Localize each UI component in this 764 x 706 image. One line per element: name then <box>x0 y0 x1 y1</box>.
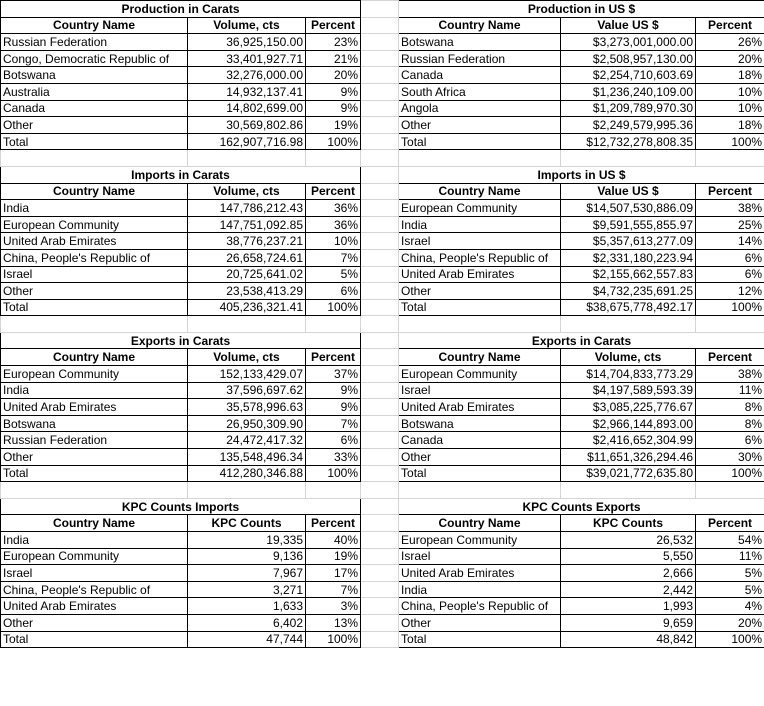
column-header[interactable]: Volume, cts <box>188 349 306 366</box>
table-cell[interactable]: 100% <box>306 465 361 482</box>
column-header[interactable]: Percent <box>306 349 361 366</box>
table-cell[interactable]: Total <box>399 133 561 150</box>
column-header[interactable]: Percent <box>306 17 361 34</box>
table-cell[interactable]: European Community <box>399 532 561 549</box>
empty-cell[interactable] <box>399 316 561 333</box>
table-cell[interactable]: Other <box>399 449 561 466</box>
column-header[interactable]: Country Name <box>1 349 188 366</box>
separator-cell <box>361 581 399 598</box>
empty-cell[interactable] <box>1 316 188 333</box>
table-cell[interactable]: 100% <box>306 299 361 316</box>
sheet-row <box>1 249 764 266</box>
table-cell[interactable]: 18% <box>696 67 764 84</box>
sheet-row <box>1 200 764 217</box>
table-cell[interactable]: Russian Federation <box>399 50 561 67</box>
table-cell[interactable]: 23% <box>306 34 361 51</box>
sheet-row <box>1 581 764 598</box>
sheet-row <box>1 349 764 366</box>
separator-cell <box>361 449 399 466</box>
empty-cell[interactable] <box>1 482 188 499</box>
table-cell[interactable]: 14,802,699.00 <box>188 100 306 117</box>
table-cell[interactable]: $39,021,772,635.80 <box>561 465 696 482</box>
table-cell[interactable]: 8% <box>696 415 764 432</box>
table-cell[interactable]: $11,651,326,294.46 <box>561 449 696 466</box>
column-header[interactable]: Volume, cts <box>188 17 306 34</box>
sheet-row <box>1 283 764 300</box>
separator-cell <box>361 565 399 582</box>
sheet-row <box>1 100 764 117</box>
table-cell[interactable]: 9% <box>306 100 361 117</box>
table-cell[interactable]: 11% <box>696 548 764 565</box>
table-cell[interactable]: 5% <box>696 565 764 582</box>
empty-cell[interactable] <box>399 482 561 499</box>
table-cell[interactable]: 24,472,417.32 <box>188 432 306 449</box>
table-cell[interactable]: 5% <box>696 581 764 598</box>
separator-cell <box>361 366 399 383</box>
empty-cell[interactable] <box>361 150 399 167</box>
separator-cell <box>361 34 399 51</box>
column-header[interactable]: Percent <box>696 515 764 532</box>
table-cell[interactable]: 20,725,641.02 <box>188 266 306 283</box>
table-cell[interactable]: 54% <box>696 532 764 549</box>
empty-cell[interactable] <box>696 316 764 333</box>
table-cell[interactable]: 8% <box>696 399 764 416</box>
table-title: KPC Counts Imports <box>1 498 361 515</box>
table-cell[interactable]: $12,732,278,808.35 <box>561 133 696 150</box>
table-cell[interactable]: 10% <box>696 83 764 100</box>
separator-cell <box>361 249 399 266</box>
separator-cell <box>361 266 399 283</box>
column-header[interactable]: Value US $ <box>561 17 696 34</box>
table-cell[interactable]: 30,569,802.86 <box>188 117 306 134</box>
table-cell[interactable]: 17% <box>306 565 361 582</box>
column-header[interactable]: Country Name <box>399 515 561 532</box>
table-cell[interactable]: 9,136 <box>188 548 306 565</box>
table-cell[interactable]: 26,950,309.90 <box>188 415 306 432</box>
table-cell[interactable]: 38% <box>696 366 764 383</box>
table-cell[interactable]: 9% <box>306 83 361 100</box>
sheet-row <box>1 432 764 449</box>
table-cell[interactable]: 20% <box>696 50 764 67</box>
table-cell[interactable]: United Arab Emirates <box>399 399 561 416</box>
separator-cell <box>361 216 399 233</box>
table-title: Imports in US $ <box>399 166 764 183</box>
table-cell[interactable]: 100% <box>306 631 361 648</box>
table-cell[interactable]: 35,578,996.63 <box>188 399 306 416</box>
table-cell[interactable]: 19,335 <box>188 532 306 549</box>
table-cell[interactable]: 5,550 <box>561 548 696 565</box>
table-cell[interactable]: 18% <box>696 117 764 134</box>
separator-cell <box>361 183 399 200</box>
separator-cell <box>361 415 399 432</box>
empty-cell[interactable] <box>399 150 561 167</box>
table-cell[interactable]: $2,508,957,130.00 <box>561 50 696 67</box>
table-cell[interactable]: 10% <box>696 100 764 117</box>
empty-cell[interactable] <box>188 482 306 499</box>
sheet-row <box>1 532 764 549</box>
table-cell[interactable]: Other <box>1 614 188 631</box>
table-cell[interactable]: 1,993 <box>561 598 696 615</box>
separator-cell <box>361 498 399 515</box>
table-cell[interactable]: United Arab Emirates <box>399 565 561 582</box>
table-cell[interactable]: 25% <box>696 216 764 233</box>
table-cell[interactable]: 5% <box>306 266 361 283</box>
table-cell[interactable]: 19% <box>306 117 361 134</box>
table-cell[interactable]: 14,932,137.41 <box>188 83 306 100</box>
table-cell[interactable]: 1,633 <box>188 598 306 615</box>
table-cell[interactable]: India <box>1 532 188 549</box>
blank-row <box>1 482 764 499</box>
table-cell[interactable]: 26,658,724.61 <box>188 249 306 266</box>
separator-cell <box>361 548 399 565</box>
table-cell[interactable]: $2,249,579,995.36 <box>561 117 696 134</box>
table-cell[interactable]: Canada <box>399 432 561 449</box>
separator-cell <box>361 515 399 532</box>
table-cell[interactable]: 38% <box>696 200 764 217</box>
table-cell[interactable]: Other <box>1 117 188 134</box>
table-cell[interactable]: 19% <box>306 548 361 565</box>
table-cell[interactable]: South Africa <box>399 83 561 100</box>
column-header[interactable]: KPC Counts <box>561 515 696 532</box>
separator-cell <box>361 349 399 366</box>
table-cell[interactable]: 6% <box>306 432 361 449</box>
table-cell[interactable]: 147,751,092.85 <box>188 216 306 233</box>
table-cell[interactable]: 12% <box>696 283 764 300</box>
table-cell[interactable]: 6% <box>306 283 361 300</box>
table-cell[interactable]: Angola <box>399 100 561 117</box>
table-cell[interactable]: 3% <box>306 598 361 615</box>
table-cell[interactable]: European Community <box>399 200 561 217</box>
column-header[interactable]: Country Name <box>399 183 561 200</box>
table-cell[interactable]: 100% <box>696 133 764 150</box>
table-cell[interactable]: $2,966,144,893.00 <box>561 415 696 432</box>
sheet-row <box>1 166 764 183</box>
table-cell[interactable]: Canada <box>1 100 188 117</box>
separator-cell <box>361 233 399 250</box>
sheet-row <box>1 183 764 200</box>
table-cell[interactable]: 9% <box>306 382 361 399</box>
sheet-row <box>1 299 764 316</box>
table-cell[interactable]: 10% <box>306 233 361 250</box>
table-cell[interactable]: European Community <box>1 216 188 233</box>
table-cell[interactable]: 36,925,150.00 <box>188 34 306 51</box>
empty-cell[interactable] <box>306 482 361 499</box>
table-cell[interactable]: United Arab Emirates <box>1 233 188 250</box>
table-cell[interactable]: Israel <box>1 565 188 582</box>
table-cell[interactable]: Total <box>399 631 561 648</box>
table-cell[interactable]: Canada <box>399 67 561 84</box>
separator-cell <box>361 465 399 482</box>
table-title: Imports in Carats <box>1 166 361 183</box>
blank-row <box>1 150 764 167</box>
separator-cell <box>361 432 399 449</box>
table-cell[interactable]: Other <box>1 449 188 466</box>
empty-cell[interactable] <box>561 316 696 333</box>
table-cell[interactable]: Total <box>399 465 561 482</box>
separator-cell <box>361 614 399 631</box>
table-cell[interactable]: China, People's Republic of <box>399 249 561 266</box>
separator-cell <box>361 133 399 150</box>
sheet-row <box>1 399 764 416</box>
table-cell[interactable]: $2,254,710,603.69 <box>561 67 696 84</box>
table-cell[interactable]: 26% <box>696 34 764 51</box>
separator-cell <box>361 598 399 615</box>
column-header[interactable]: Country Name <box>399 349 561 366</box>
table-cell[interactable]: 14% <box>696 233 764 250</box>
table-title: Exports in Carats <box>399 332 764 349</box>
separator-cell <box>361 382 399 399</box>
separator-cell <box>361 631 399 648</box>
table-cell[interactable]: 162,907,716.98 <box>188 133 306 150</box>
table-cell[interactable]: $14,507,530,886.09 <box>561 200 696 217</box>
table-cell[interactable]: 21% <box>306 50 361 67</box>
table-cell[interactable]: 7% <box>306 581 361 598</box>
separator-cell <box>361 332 399 349</box>
sheet-row <box>1 50 764 67</box>
table-cell[interactable]: 30% <box>696 449 764 466</box>
separator-cell <box>361 200 399 217</box>
table-cell[interactable]: $38,675,778,492.17 <box>561 299 696 316</box>
table-title: Production in US $ <box>399 1 764 18</box>
table-cell[interactable]: $1,209,789,970.30 <box>561 100 696 117</box>
table-cell[interactable]: United Arab Emirates <box>1 399 188 416</box>
sheet-row <box>1 565 764 582</box>
sheet-row <box>1 498 764 515</box>
sheet-row <box>1 216 764 233</box>
table-cell[interactable]: $5,357,613,277.09 <box>561 233 696 250</box>
table-cell[interactable]: Botswana <box>399 34 561 51</box>
empty-cell[interactable] <box>696 482 764 499</box>
column-header[interactable]: Percent <box>306 183 361 200</box>
table-cell[interactable]: European Community <box>399 366 561 383</box>
separator-cell <box>361 299 399 316</box>
table-cell[interactable]: 100% <box>696 465 764 482</box>
table-cell[interactable]: 40% <box>306 532 361 549</box>
empty-cell[interactable] <box>188 150 306 167</box>
column-header[interactable]: Country Name <box>1 183 188 200</box>
table-cell[interactable]: Israel <box>399 548 561 565</box>
table-title: Exports in Carats <box>1 332 361 349</box>
table-cell[interactable]: 36% <box>306 216 361 233</box>
blank-row <box>1 316 764 333</box>
empty-cell[interactable] <box>188 316 306 333</box>
table-cell[interactable]: 7% <box>306 415 361 432</box>
separator-cell <box>361 117 399 134</box>
table-cell[interactable]: 47,744 <box>188 631 306 648</box>
empty-cell[interactable] <box>306 150 361 167</box>
separator-cell <box>361 100 399 117</box>
column-header[interactable]: Volume, cts <box>188 183 306 200</box>
table-cell[interactable]: $2,155,662,557.83 <box>561 266 696 283</box>
sheet-row <box>1 548 764 565</box>
sheet-row <box>1 415 764 432</box>
table-cell[interactable]: 100% <box>696 299 764 316</box>
table-cell[interactable]: 37,596,697.62 <box>188 382 306 399</box>
table-cell[interactable]: China, People's Republic of <box>1 249 188 266</box>
sheet-row <box>1 67 764 84</box>
table-cell[interactable]: 4% <box>696 598 764 615</box>
sheet-row <box>1 598 764 615</box>
table-cell[interactable]: Australia <box>1 83 188 100</box>
separator-cell <box>361 166 399 183</box>
table-cell[interactable]: 412,280,346.88 <box>188 465 306 482</box>
table-cell[interactable]: Israel <box>399 233 561 250</box>
table-cell[interactable]: 3,271 <box>188 581 306 598</box>
table-cell[interactable]: 48,842 <box>561 631 696 648</box>
table-cell[interactable]: Other <box>399 117 561 134</box>
table-cell[interactable]: $4,732,235,691.25 <box>561 283 696 300</box>
table-cell[interactable]: 7% <box>306 249 361 266</box>
separator-cell <box>361 1 399 18</box>
sheet-row <box>1 614 764 631</box>
table-cell[interactable]: 33% <box>306 449 361 466</box>
table-cell[interactable]: Other <box>399 614 561 631</box>
empty-cell[interactable] <box>1 150 188 167</box>
column-header[interactable]: Country Name <box>1 515 188 532</box>
table-cell[interactable]: $2,416,652,304.99 <box>561 432 696 449</box>
table-cell[interactable]: Russian Federation <box>1 432 188 449</box>
table-cell[interactable]: Botswana <box>1 67 188 84</box>
table-cell[interactable]: 37% <box>306 366 361 383</box>
table-cell[interactable]: Other <box>1 283 188 300</box>
sheet-row <box>1 83 764 100</box>
table-cell[interactable]: $2,331,180,223.94 <box>561 249 696 266</box>
table-cell[interactable]: $14,704,833,773.29 <box>561 366 696 383</box>
empty-cell[interactable] <box>561 150 696 167</box>
table-cell[interactable]: European Community <box>1 548 188 565</box>
sheet-row <box>1 233 764 250</box>
table-cell[interactable]: Total <box>399 299 561 316</box>
separator-cell <box>361 399 399 416</box>
table-cell[interactable]: 13% <box>306 614 361 631</box>
separator-cell <box>361 283 399 300</box>
sheet-row <box>1 266 764 283</box>
table-cell[interactable]: 100% <box>696 631 764 648</box>
table-cell[interactable]: United Arab Emirates <box>1 598 188 615</box>
table-cell[interactable]: 38,776,237.21 <box>188 233 306 250</box>
empty-cell[interactable] <box>361 316 399 333</box>
separator-cell <box>361 17 399 34</box>
column-header[interactable]: Percent <box>696 183 764 200</box>
table-cell[interactable]: Total <box>1 465 188 482</box>
table-cell[interactable]: India <box>399 581 561 598</box>
separator-cell <box>361 532 399 549</box>
sheet-row <box>1 515 764 532</box>
column-header[interactable]: Percent <box>306 515 361 532</box>
sheet-row <box>1 17 764 34</box>
table-cell[interactable]: Congo, Democratic Republic of <box>1 50 188 67</box>
empty-cell[interactable] <box>361 482 399 499</box>
empty-cell[interactable] <box>306 316 361 333</box>
table-cell[interactable]: Russian Federation <box>1 34 188 51</box>
column-header[interactable]: Value US $ <box>561 183 696 200</box>
table-cell[interactable]: 152,133,429.07 <box>188 366 306 383</box>
table-cell[interactable]: $9,591,555,855.97 <box>561 216 696 233</box>
sheet-row <box>1 34 764 51</box>
table-cell[interactable]: 9% <box>306 399 361 416</box>
table-cell[interactable]: Total <box>1 133 188 150</box>
table-cell[interactable]: Total <box>1 631 188 648</box>
table-cell[interactable]: 20% <box>696 614 764 631</box>
column-header[interactable]: Volume, cts <box>561 349 696 366</box>
table-cell[interactable]: Botswana <box>1 415 188 432</box>
empty-cell[interactable] <box>696 150 764 167</box>
table-cell[interactable]: 7,967 <box>188 565 306 582</box>
column-header[interactable]: KPC Counts <box>188 515 306 532</box>
table-cell[interactable]: 36% <box>306 200 361 217</box>
table-cell[interactable]: India <box>1 200 188 217</box>
empty-cell[interactable] <box>561 482 696 499</box>
table-cell[interactable]: Botswana <box>399 415 561 432</box>
table-cell[interactable]: 20% <box>306 67 361 84</box>
table-cell[interactable]: 23,538,413.29 <box>188 283 306 300</box>
table-cell[interactable]: $1,236,240,109.00 <box>561 83 696 100</box>
column-header[interactable]: Percent <box>696 17 764 34</box>
table-cell[interactable]: 32,276,000.00 <box>188 67 306 84</box>
table-cell[interactable]: 6% <box>696 249 764 266</box>
column-header[interactable]: Country Name <box>399 17 561 34</box>
sheet-row <box>1 382 764 399</box>
table-cell[interactable]: China, People's Republic of <box>1 581 188 598</box>
table-cell[interactable]: 26,532 <box>561 532 696 549</box>
table-cell[interactable]: 100% <box>306 133 361 150</box>
sheet-row <box>1 366 764 383</box>
sheet-row <box>1 133 764 150</box>
table-cell[interactable]: 9,659 <box>561 614 696 631</box>
table-title: KPC Counts Exports <box>399 498 764 515</box>
sheet-row <box>1 465 764 482</box>
table-cell[interactable]: $4,197,589,593.39 <box>561 382 696 399</box>
table-cell[interactable]: India <box>1 382 188 399</box>
table-title: Production in Carats <box>1 1 361 18</box>
column-header[interactable]: Percent <box>696 349 764 366</box>
separator-cell <box>361 67 399 84</box>
table-cell[interactable]: European Community <box>1 366 188 383</box>
table-cell[interactable]: 11% <box>696 382 764 399</box>
table-cell[interactable]: Total <box>1 299 188 316</box>
table-cell[interactable]: 147,786,212.43 <box>188 200 306 217</box>
table-cell[interactable]: 2,666 <box>561 565 696 582</box>
sheet-row <box>1 332 764 349</box>
separator-cell <box>361 83 399 100</box>
sheet-row <box>1 449 764 466</box>
sheet-row <box>1 631 764 648</box>
table-cell[interactable]: United Arab Emirates <box>399 266 561 283</box>
table-cell[interactable]: 135,548,496.34 <box>188 449 306 466</box>
table-cell[interactable]: 33,401,927.71 <box>188 50 306 67</box>
separator-cell <box>361 50 399 67</box>
table-cell[interactable]: China, People's Republic of <box>399 598 561 615</box>
table-cell[interactable]: 6,402 <box>188 614 306 631</box>
table-cell[interactable]: Other <box>399 283 561 300</box>
table-cell[interactable]: 405,236,321.41 <box>188 299 306 316</box>
sheet-row <box>1 117 764 134</box>
table-cell[interactable]: 2,442 <box>561 581 696 598</box>
table-cell[interactable]: Israel <box>1 266 188 283</box>
table-cell[interactable]: $3,085,225,776.67 <box>561 399 696 416</box>
table-cell[interactable]: Israel <box>399 382 561 399</box>
table-cell[interactable]: 6% <box>696 266 764 283</box>
table-cell[interactable]: India <box>399 216 561 233</box>
sheet-row <box>1 1 764 18</box>
column-header[interactable]: Country Name <box>1 17 188 34</box>
table-cell[interactable]: 6% <box>696 432 764 449</box>
table-cell[interactable]: $3,273,001,000.00 <box>561 34 696 51</box>
